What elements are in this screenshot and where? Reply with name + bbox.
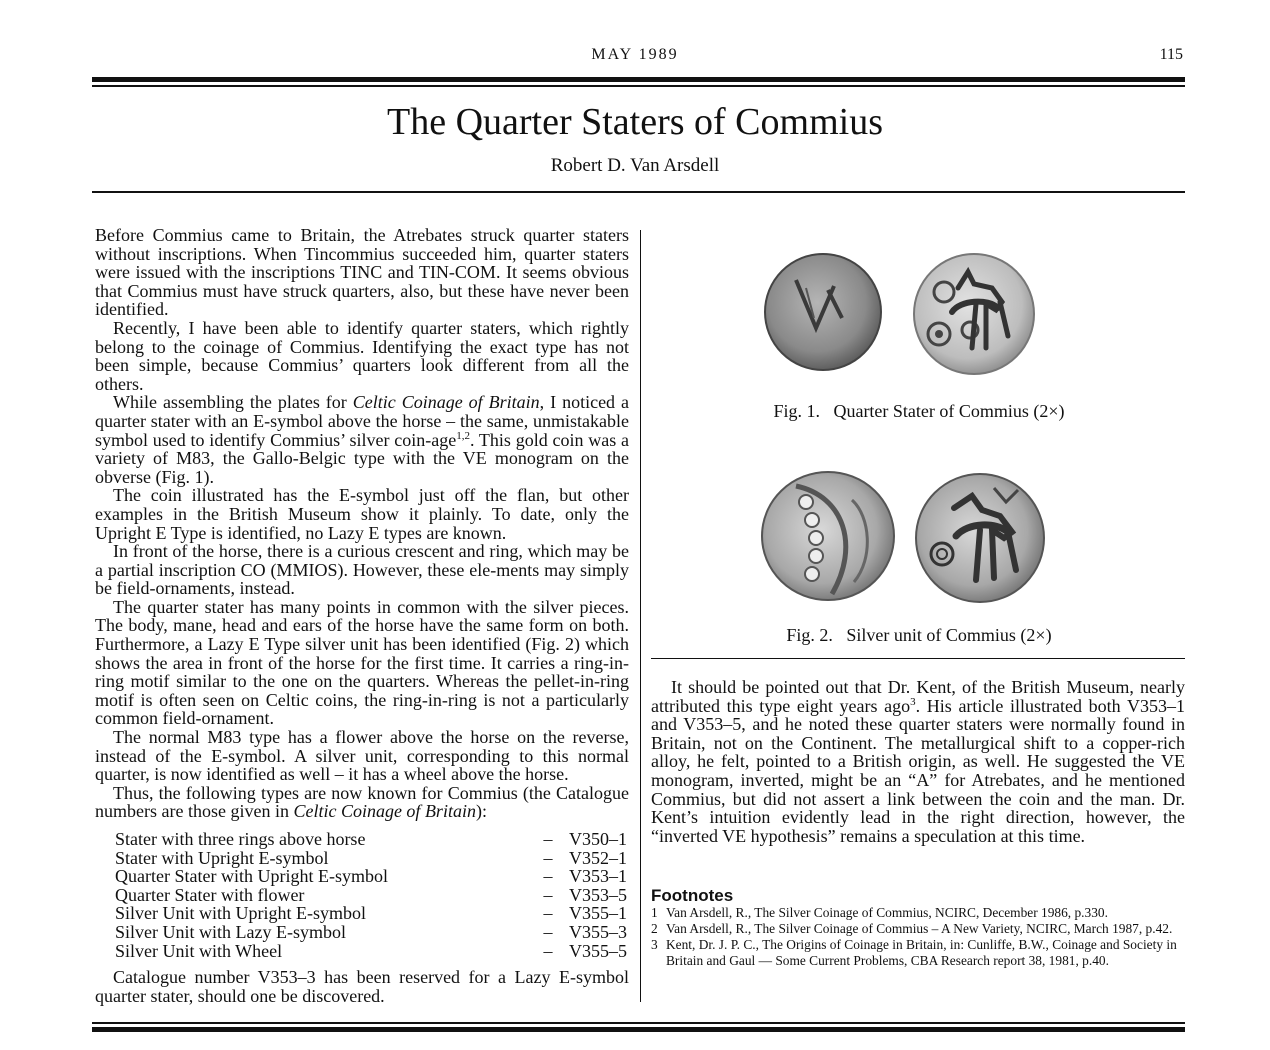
table-row: Quarter Stater with Upright E-symbol – V353–1: [115, 866, 627, 887]
book-title: Celtic Coinage of Britain: [352, 392, 540, 413]
footnote-item: 2 Van Arsdell, R., The Silver Coinage of Commius – A New Variety, NCIRC, March 1987, p.42.: [651, 921, 1173, 936]
header-rule-thin: [92, 85, 1185, 87]
table-row: Silver Unit with Lazy E-symbol – V355–3: [115, 921, 627, 942]
coin-reverse-horse: [914, 254, 1034, 374]
figure-2-coin-photos: [656, 466, 1182, 608]
paragraph: In front of the horse, there is a curious crescent and ring, which may be a partial inscription CO (MMIOS). However, these ele-ments may simply be field-ornaments, instead.: [95, 541, 629, 599]
table-row: Stater with Upright E-symbol – V352–1: [115, 847, 627, 868]
right-column: [651, 678, 1185, 845]
figure-2-caption: Fig. 2. Silver unit of Commius (2×): [786, 625, 1052, 645]
column-divider: [640, 230, 641, 1002]
paragraph: Catalogue number V353–3 has been reserved for a Lazy E-symbol quarter stater, should one be discovered.: [95, 967, 629, 1006]
footer-rule-thin: [92, 1022, 1185, 1024]
left-column: [95, 226, 629, 1005]
table-row: Silver Unit with Wheel – V355–5: [115, 940, 627, 961]
footnote-ref: 3: [910, 695, 916, 708]
footnotes-list: [651, 905, 1185, 969]
coin-obverse-wreath: [762, 472, 894, 600]
footnote-ref: 1,2: [456, 429, 470, 442]
paragraph: The coin illustrated has the E-symbol just off the flan, but other examples in the British Museum show it plainly. To date, only the Upright E Type is identified, no Lazy E types are known.: [95, 485, 629, 543]
paragraph: The normal M83 type has a flower above the horse on the reverse, instead of the E-symbol. A silver unit, corresponding to this normal quarter, is now identified as well – it has a wheel above the horse.: [95, 727, 629, 785]
table-row: Quarter Stater with flower – V353–5: [115, 884, 627, 905]
figure-1-coin-photos: [656, 248, 1182, 378]
article-title: The Quarter Staters of Commius: [386, 101, 883, 143]
paragraph: Thus, the following types are now known for Commius (the Catalogue numbers are those given in Celtic Coinage of Britain):: [95, 782, 629, 822]
article-author: Robert D. Van Arsdell: [550, 155, 720, 176]
book-title: Celtic Coinage of Britain: [293, 801, 476, 822]
footnote-item: 1 Van Arsdell, R., The Silver Coinage of Commius, NCIRC, December 1986, p.330.: [651, 905, 1108, 920]
coin-obverse-ve-monogram: [765, 254, 881, 370]
page-number: 115: [1159, 46, 1183, 63]
paragraph: Recently, I have been able to identify quarter staters, which rightly belong to the coinage of Commius. Identifying the exact type has not been simple, because Commius’ quarters look different from all the others.: [95, 317, 629, 394]
title-rule: [92, 191, 1185, 193]
footnotes-heading: Footnotes: [651, 886, 734, 905]
header-rule-thick: [92, 77, 1185, 82]
table-row: Stater with three rings above horse – V350–1: [115, 829, 627, 849]
table-row: Silver Unit with Upright E-symbol – V355–1: [115, 903, 627, 924]
paragraph: The quarter stater has many points in common with the silver pieces. The body, mane, head and ears of the horse have the same form on both. Furthermore, a Lazy E Type silver unit has been identified (Fig. 2) which shows the area in front of the horse for the first time. It carries a ring-in-ring motif similar to the one on the quarters. Whereas the pellet-in-ring motif is often seen on Celtic coins, the ring-in-ring is not a particularly common field-ornament.: [95, 596, 629, 729]
paragraph: Before Commius came to Britain, the Atrebates struck quarter staters without inscriptions. When Tincommius succeeded him, quarter staters were issued with the inscriptions TINC and TIN-COM. It seems obvious that Commius must have struck quarters, also, but these have never been identified.: [95, 225, 629, 320]
paragraph: It should be pointed out that Dr. Kent, of the British Museum, nearly attributed this type eight years ago$^3$. His article illustrated both V353–1 and V353–5, and he noted these quarter staters were normally found in Britain, not on the Continent. The metallurgical shift to a copper-rich alloy, he felt, pointed to a British origin, as well. He suggested the VE monogram, inverted, might be an “A” for Atrebates, and he mentioned Commius, but did not assert a link between the coin and the man. Dr. Kent’s intuition evidently lead in the right direction, however, the “inverted VE hypothesis” remains a speculation at this time.: [651, 677, 1185, 846]
paragraph: While assembling the plates for Celtic Coinage of Britain, I noticed a quarter stater with an E-symbol above the horse – the same, unmistakable symbol used to identify Commius’ silver coin-age$^{1,2}$. This gold coin was a variety of M83, the Gallo-Belgic type with the VE monogram on the obverse (Fig. 1).: [95, 392, 630, 487]
figure-1-caption: Fig. 1. Quarter Stater of Commius (2×): [773, 401, 1065, 421]
figure-rule: [651, 658, 1185, 659]
coin-reverse-horse: [916, 474, 1044, 602]
running-header-date: MAY 1989: [591, 46, 679, 63]
footnote-item: 3 Kent, Dr. J. P. C., The Origins of Coinage in Britain, in: Cunliffe, B.W., Coinage and Society in Britain and Gaul — Some Current Problems, CBA Research report 38, 1981, p.40.: [651, 937, 1177, 968]
footer-rule-thick: [92, 1027, 1185, 1032]
types-table: [115, 830, 627, 960]
